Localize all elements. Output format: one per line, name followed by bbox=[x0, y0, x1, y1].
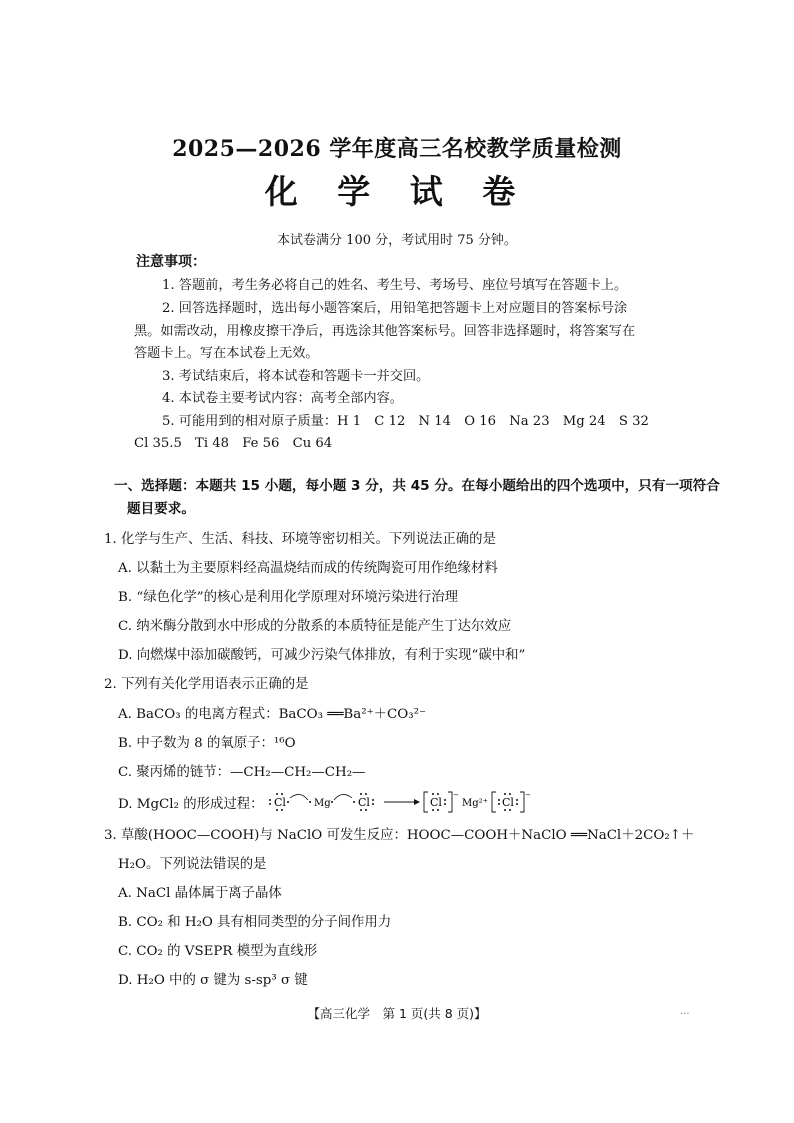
svg-text:Cl: Cl bbox=[357, 796, 370, 809]
notice-line: 黑。如需改动，用橡皮擦干净后，再选涂其他答案标号。回答非选择题时，将答案写在 bbox=[134, 324, 636, 339]
notice-line: 3. 考试结束后，将本试卷和答题卡一并交回。 bbox=[162, 369, 430, 384]
question-2-stem: 2. 下列有关化学用语表示正确的是 bbox=[104, 677, 309, 692]
electron-dot-formation-diagram bbox=[264, 790, 564, 814]
reaction-arrow bbox=[384, 799, 420, 805]
svg-text:−: − bbox=[452, 791, 459, 799]
notice-title: 注意事项： bbox=[136, 254, 206, 270]
arrow-curve-left bbox=[290, 794, 308, 800]
svg-text:Mg: Mg bbox=[313, 798, 331, 809]
svg-text:−: − bbox=[524, 791, 531, 799]
question-3-option-c: C. CO₂ 的 VSEPR 模型为直线形 bbox=[118, 944, 318, 959]
svg-text:Cl: Cl bbox=[429, 796, 442, 809]
question-1-stem: 1. 化学与生产、生活、科技、环境等密切相关。下列说法正确的是 bbox=[104, 532, 496, 547]
question-3-stem-cont: H₂O。下列说法错误的是 bbox=[118, 857, 267, 872]
question-1-option-d: D. 向燃煤中添加碳酸钙，可减少污染气体排放，有利于实现“碳中和” bbox=[118, 648, 526, 663]
chlorine-atom-right bbox=[353, 793, 374, 811]
arrow-curve-right bbox=[334, 794, 352, 800]
notice-line: 5. 可能用到的相对原子质量：H 1 C 12 N 14 O 16 Na 23 Mg 24 S 32 bbox=[162, 414, 649, 429]
magnesium-ion: Mg²⁺ bbox=[461, 798, 488, 809]
question-2-option-d-label: D. MgCl₂ 的形成过程： bbox=[118, 796, 264, 812]
exam-title: 2025—2026 学年度高三名校教学质量检测 bbox=[172, 136, 622, 162]
notice-line: 4. 本试卷主要考试内容：高考全部内容。 bbox=[162, 391, 403, 406]
question-2-option-b: B. 中子数为 8 的氧原子：¹⁶O bbox=[118, 736, 296, 751]
question-2-option-d bbox=[118, 790, 564, 814]
question-1-option-a: A. 以黏土为主要原料经高温烧结而成的传统陶瓷可用作绝缘材料 bbox=[118, 561, 498, 576]
question-3-option-b: B. CO₂ 和 H₂O 具有相同类型的分子间作用力 bbox=[118, 915, 392, 930]
section-heading-cont: 题目要求。 bbox=[127, 501, 195, 517]
notice-line: 1. 答题前，考生务必将自己的姓名、考生号、考场号、座位号填写在答题卡上。 bbox=[162, 278, 628, 293]
chloride-ion-left bbox=[424, 791, 459, 812]
magnesium-atom bbox=[309, 798, 333, 809]
svg-text:Cl: Cl bbox=[273, 796, 286, 809]
question-2-option-c: C. 聚丙烯的链节：—CH₂—CH₂—CH₂— bbox=[118, 765, 366, 780]
exam-subject: 化 学 试 卷 bbox=[264, 172, 530, 211]
chloride-ion-right bbox=[492, 791, 531, 812]
question-1-option-c: C. 纳米酶分散到水中形成的分散系的本质特征是能产生丁达尔效应 bbox=[118, 619, 512, 634]
exam-info: 本试卷满分 100 分，考试用时 75 分钟。 bbox=[277, 233, 517, 248]
footer-mark: ... bbox=[680, 1006, 690, 1017]
section-heading: 一、选择题：本题共 15 小题，每小题 3 分，共 45 分。在每小题给出的四个选项中，只有一项符合 bbox=[114, 478, 720, 494]
page-footer: 【高三化学 第 1 页(共 8 页)】 bbox=[307, 1006, 487, 1021]
notice-line: 答题卡上。写在本试卷上无效。 bbox=[134, 346, 319, 361]
notice-line: Cl 35.5 Ti 48 Fe 56 Cu 64 bbox=[134, 436, 333, 451]
notice-line: 2. 回答选择题时，选出每小题答案后，用铅笔把答题卡上对应题目的答案标号涂 bbox=[162, 301, 628, 316]
question-3-stem: 3. 草酸(HOOC—COOH)与 NaClO 可发生反应：HOOC—COOH＋NaClO ══NaCl＋2CO₂↑＋ bbox=[104, 828, 695, 843]
chlorine-atom-left bbox=[269, 793, 289, 811]
question-1-option-b: B. “绿色化学”的核心是利用化学原理对环境污染进行治理 bbox=[118, 590, 459, 605]
svg-text:Cl: Cl bbox=[501, 796, 514, 809]
question-3-option-d: D. H₂O 中的 σ 键为 s-sp³ σ 键 bbox=[118, 973, 308, 988]
question-3-option-a: A. NaCl 晶体属于离子晶体 bbox=[118, 886, 282, 901]
question-2-option-a: A. BaCO₃ 的电离方程式：BaCO₃ ══Ba²⁺＋CO₃²⁻ bbox=[118, 707, 427, 722]
